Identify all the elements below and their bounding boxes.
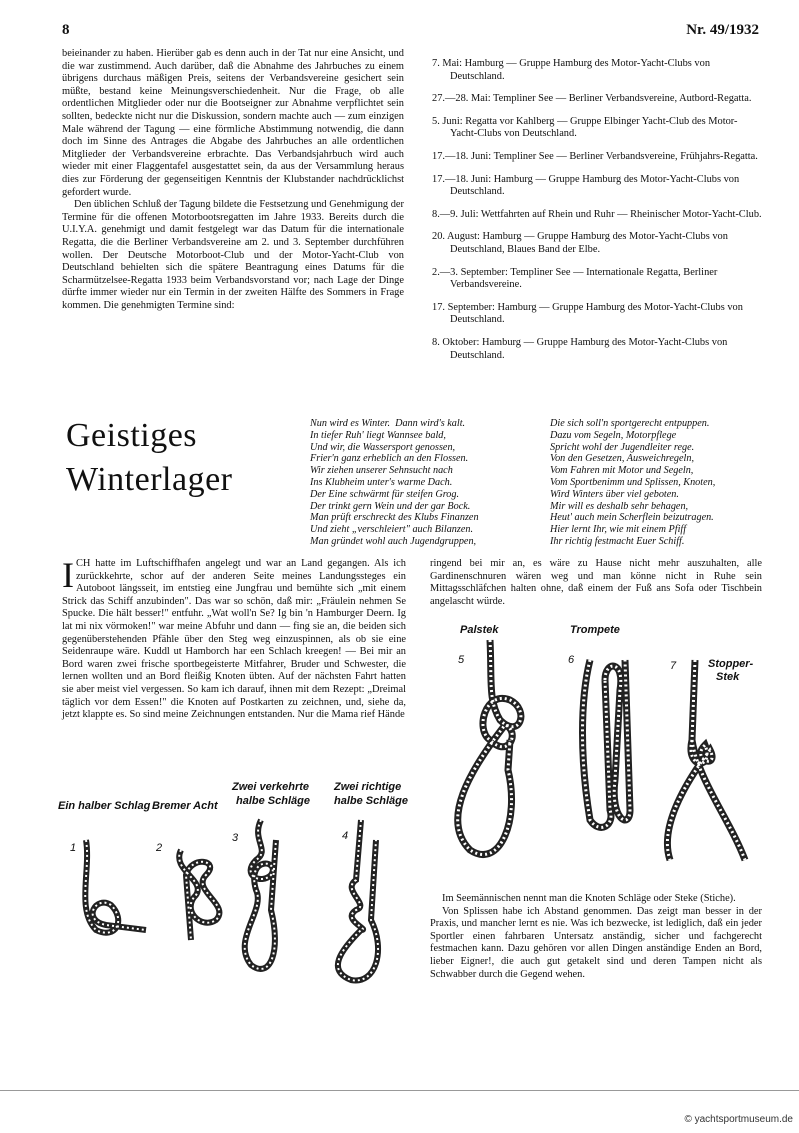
wrong-half-hitches-rope bbox=[245, 820, 276, 969]
schedule-item: 7. Mai: Hamburg — Gruppe Hamburg des Motor-Yacht-Clubs von Deutschland. bbox=[432, 58, 711, 82]
feature-body-left bbox=[62, 555, 406, 722]
palstek-rope bbox=[458, 640, 521, 855]
knot-number: 6 bbox=[568, 654, 575, 666]
feature-title bbox=[66, 414, 233, 502]
schedule-item: 8.—9. Juli: Wettfahrten auf Rhein und Ruhr — Rheinischer Motor-Yacht-Club. bbox=[432, 208, 762, 220]
page-number: 8 bbox=[62, 22, 70, 38]
article-paragraph: beieinander zu haben. Hierüber gab es denn auch in der Tat nur eine Ansicht, und die war zustimmend. Auch darüber, daß die Abnahme des Jahrbuches zu einem übrigens durchaus mäßigen Preis, seitens der Verbandsvereine gesichert sein müßte, bestand keine Meinungsverschiedenheit. Nur die Frage, ob alle ordentlichen Mitglieder oder nur die Bootseigner zur Abnahme verpflichtet sein sollten, bedeckte nicht nur die Diskussion, sondern machte auch — zum einzigen Male während der Tagung — eine förmliche Abstimmung notwendig, die dann doch im Sinne des Antrages die Abgabe des Jahrbuches an alle ordentlichen Mitglieder der Verbandsvereine erbrachte. Das Verbandsjahrbuch wird auch wieder mit einer Flaggentafel ausgestattet sein, da aus der Versammlung heraus dies zur Förderung der gegenseitigen Kenntnis der Klubstander nachdrücklichst gefordert wurde. bbox=[62, 48, 404, 198]
drop-cap: I bbox=[62, 555, 74, 595]
schedule-item: 8. Oktober: Hamburg — Gruppe Hamburg des Motor-Yacht-Clubs von Deutschland. bbox=[432, 336, 728, 361]
knot-label-correct-half-hitches: Zwei richtige halbe Schläge bbox=[334, 781, 408, 807]
knot-number: 4 bbox=[342, 830, 349, 842]
issue-number: Nr. 49/1932 bbox=[686, 22, 759, 38]
knot-number: 1 bbox=[70, 842, 77, 854]
knot-label-wrong-half-hitches: Zwei verkehrte halbe Schläge bbox=[232, 781, 310, 807]
knot-number: 2 bbox=[156, 842, 163, 854]
footer-rule bbox=[0, 1090, 799, 1091]
schedule-item: 2.—3. September: Templiner See — Internationale Regatta, Berliner Verbandsvereine. bbox=[432, 266, 718, 291]
poem-right: Die sich soll'n sportgerecht entpuppen. Dazu vom Segeln, Motorpflege Spricht wohl der Jugendleiter rege. Von den Gesetzen, Ausweichregeln, Vom Fahren mit Motor und Segeln, Vom Sportbenimm und Splissen, Knoten, Wird Winters über viel geboten. Mir will es deshalb sehr behagen, Heut' auch mein Scherflein beizutragen. Hier lernt Ihr, wie mit einem Pfiff Ihr richtig festmacht Euer Schiff. bbox=[550, 418, 716, 547]
figure-eight-rope bbox=[179, 850, 219, 940]
feature-closing bbox=[430, 893, 762, 981]
feature-title-line: Winterlager bbox=[66, 461, 233, 498]
knot-illustration-right bbox=[430, 620, 770, 880]
closing-paragraph: Im Seemännischen nennt man die Knoten Schläge oder Steke (Stiche). bbox=[442, 893, 736, 904]
knot-label-figure-eight: Bremer Acht bbox=[152, 800, 218, 812]
knot-number: 3 bbox=[232, 832, 239, 844]
trompete-rope bbox=[583, 660, 631, 827]
knot-label-palstek: Palstek bbox=[460, 624, 499, 636]
schedule-item: 17. September: Hamburg — Gruppe Hamburg des Motor-Yacht-Clubs von Deutschland. bbox=[432, 301, 743, 326]
schedule-item: 27.—28. Mai: Templiner See — Berliner Verbandsvereine, Autbord-Regatta. bbox=[432, 93, 752, 105]
closing-paragraph: Von Splissen habe ich Abstand genommen. Das zeigt man besser in der Praxis, und mancher lernt es nie. Was ich bezwecke, ist lediglich, daß ein jeder Sportler einen fahrbaren Untersatz anständig, sicher und fachgerecht festmachen kann. Dazu gehören vor allen Dingen anständige Enden an Bord, lieber Eigner!, die auch gut getakelt sind und deren Tampen nicht als Schwabber durch die Gegend wehen. bbox=[430, 905, 762, 980]
article-paragraph: Den üblichen Schluß der Tagung bildete die Festsetzung und Genehmigung der Termine für die offenen Motorbootsregatten im Jahre 1933. Bereits durch die U.I.Y.A. genehmigt und damit festgelegt war das Datum für die internationale Regatta, die die Berliner Verbandsvereine am 2. und 3. September durchführen wollen. Der Deutsche Motorboot-Club und der Motor-Yacht-Club von Deutschland behielten sich die spätere Beantragung eines Datums für die Scharmützelsee-Regatta 1933 beim Verbandsvorstand vor; nach Lage der Dinge dürfte immer wieder nur ein Termin in der zweiten Hälfte des Sommers in Frage kommen. Die genehmigten Termine sind: bbox=[62, 199, 404, 311]
feature-title-line: Geistiges bbox=[66, 417, 198, 454]
schedule-item: 17.—18. Juni: Templiner See — Berliner Verbandsvereine, Frühjahrs-Regatta. bbox=[432, 150, 758, 162]
left-article bbox=[62, 48, 404, 312]
poem-left: Nun wird es Winter. Dann wird's kalt. In tiefer Ruh' liegt Wannsee bald, Und wir, die Wassersport genossen, Frier'n ganz erheblich an den Flossen. Wir ziehen unserer Sehnsucht nach Ins Klubheim unter's warme Dach. Der Eine schwärmt für steifen Grog. Der trinkt gern Wein und der gar Bock. Man prüft erschreckt des Klubs Finanzen Und zieht „verschleiert" auch Bilanzen. Man gründet wohl auch Jugendgruppen, bbox=[310, 418, 479, 547]
watermark: © yachtsportmuseum.de bbox=[684, 1114, 793, 1125]
schedule-item: 17.—18. Juni: Hamburg — Gruppe Hamburg des Motor-Yacht-Clubs von Deutschland. bbox=[432, 173, 740, 198]
knot-number: 7 bbox=[670, 660, 677, 672]
knot-label-trompete: Trompete bbox=[570, 624, 620, 636]
body-text: CH hatte im Luftschiffhafen angelegt und war an Land gegangen. Als ich zurückkehrte, schor auf der anderen Seite meines Landungssteges ein Autoboot längsseit, im entstieg eine Jungfrau und bemühte sich „mit einem Strick das Schiff anzubinden". Das war so schön, daß mir: „Fräulein nehmen Se Spucke. Die hält besser!" entfuhr. „Wat woll'n Se? Ig bin 'n Hamburger Deern. Ig lat mi nix vörmoken!" war meine Abfuhr und dann — fing sie an, die beiden sich gegenüberstehenden Pfähle über den Steg weg einzuspinnen, als ob sie eine Seidenraupe wäre. Kuddl ut Hamborch har een Schlach kreegen! — Bei mir an Bord waren zwei frische sportbegeisterte Mitfahrer, Bruder und Schwester, die lernen wollten und an Bord fleißig Knoten übten. Auf der nächsten Fahrt hatten sie aber meist viel vergessen. So kam ich darauf, ihnen mit dem Rezept: „Dreimal täglich vor dem Essen!" die Knoten auf Postkarten zu zeichnen, und, siehe da, jetzt klappte es. So sind meine Zeichnungen entstanden. Nur die Mama rief Hände bbox=[62, 558, 406, 721]
schedule-item: 5. Juni: Regatta vor Kahlberg — Gruppe Elbinger Yacht-Club des Motor-Yacht-Clubs von Deutschland. bbox=[432, 115, 738, 140]
stopperstek-rope bbox=[667, 660, 745, 860]
knot-number: 5 bbox=[458, 654, 465, 666]
knot-label-half-hitch: Ein halber Schlag bbox=[58, 800, 151, 812]
feature-body-right: ringend bei mir an, es wäre zu Hause nicht mehr auszuhalten, alle Gardinenschnuren wären weg und man könne nicht in Ruhe sein Mittagsschläfchen halten ohne, daß einem der Fuß ans Sofa oder Tischbein angelascht würde. bbox=[430, 558, 762, 607]
schedule-item: 20. August: Hamburg — Gruppe Hamburg des Motor-Yacht-Clubs von Deutschland, Blaues Band der Elbe. bbox=[432, 231, 728, 255]
knot-label-stopperstek: Stopper- Stek bbox=[708, 658, 754, 683]
knot-illustration-left bbox=[56, 780, 416, 990]
regatta-schedule bbox=[432, 58, 762, 372]
